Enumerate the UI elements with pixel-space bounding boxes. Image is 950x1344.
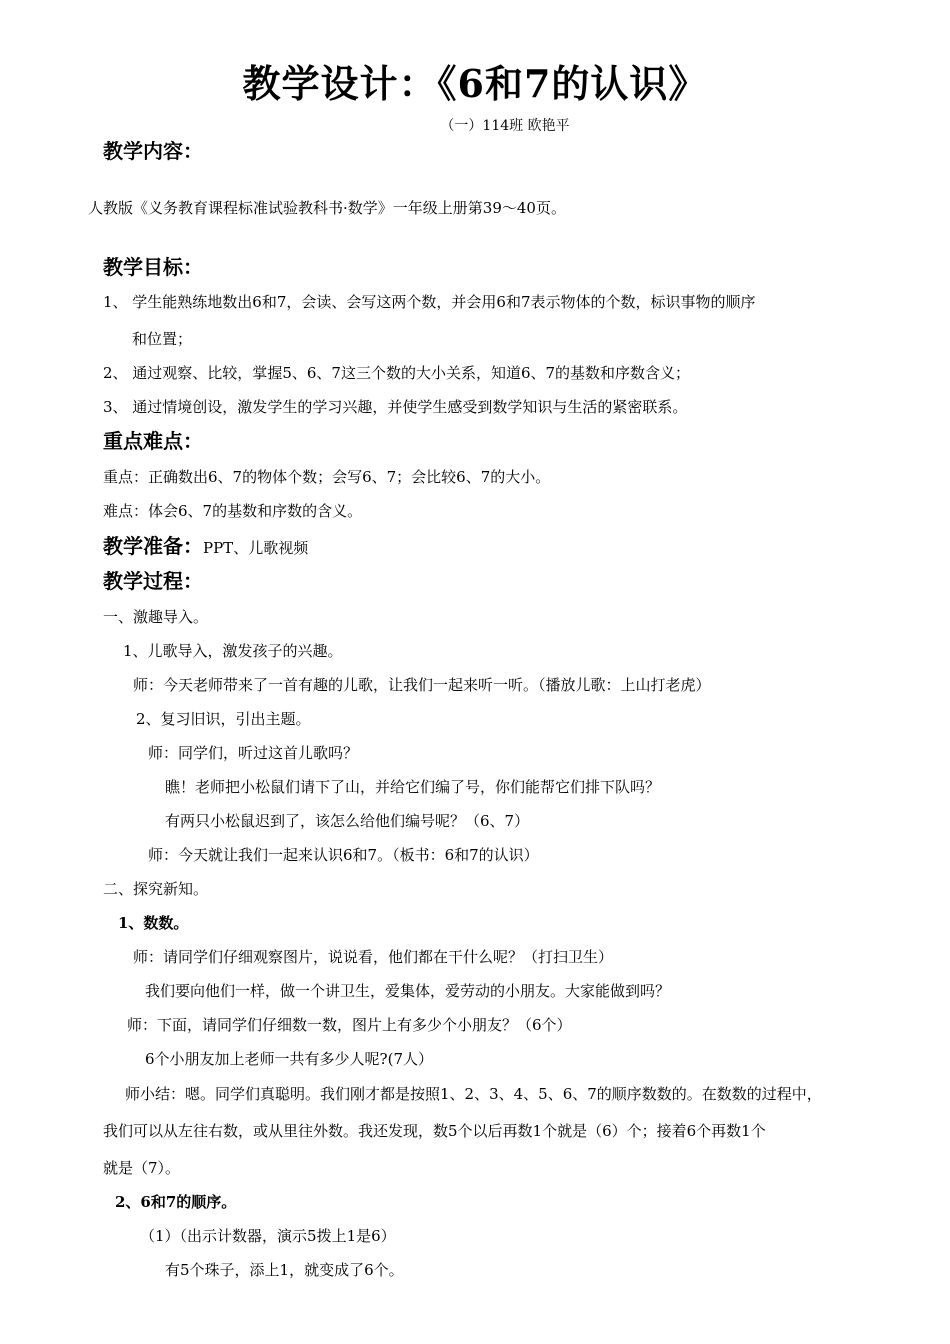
process-subheading: 1、数数。 (118, 914, 189, 932)
process-line: 师：今天老师带来了一首有趣的儿歌，让我们一起来听一听。（播放儿歌：上山打老虎） (133, 676, 711, 694)
author-line: （一）114班 欧艳平 (440, 118, 570, 134)
page-title: 教学设计：《6和7的认识》 (242, 61, 708, 106)
process-line: 二、探究新知。 (103, 880, 209, 898)
goal-item: 1、 学生能熟练地数出6和7，会读、会写这两个数，并会用6和7表示物体的个数，标识事物的顺序 (103, 293, 756, 311)
goals-heading: 教学目标： (103, 255, 203, 279)
content-text: 人教版《义务教育课程标准试验教科书·数学》一年级上册第39～40页。 (88, 199, 566, 217)
process-line: 瞧！老师把小松鼠们请下了山，并给它们编了号，你们能帮它们排下队吗？ (165, 778, 661, 796)
process-line: 就是（7）。 (103, 1159, 181, 1177)
goal-item-continued: 和位置； (132, 330, 193, 348)
content-heading: 教学内容： (103, 139, 203, 163)
prep-heading: 教学准备： (103, 534, 203, 558)
prep-text: PPT、儿歌视频 (203, 539, 309, 557)
process-line: 师：同学们，听过这首儿歌吗？ (148, 744, 359, 762)
process-line: 我们可以从左往右数，或从里往外数。我还发现，数5个以后再数1个就是（6）个；接着6个再数1个 (103, 1122, 766, 1140)
goal-item: 2、 通过观察、比较，掌握5、6、7这三个数的大小关系，知道6、7的基数和序数含义； (103, 364, 691, 382)
process-line: 师：请同学们仔细观察图片，说说看，他们都在干什么呢？（打扫卫生） (133, 948, 614, 966)
process-line: 2、复习旧识，引出主题。 (136, 710, 311, 728)
prep-line (103, 533, 308, 561)
key-points-heading: 重点难点： (103, 429, 203, 453)
process-line: 1、儿歌导入，激发孩子的兴趣。 (123, 642, 343, 660)
goal-item: 3、 通过情境创设，激发学生的学习兴趣，并使学生感受到数学知识与生活的紧密联系。 (103, 398, 688, 416)
process-line: 我们要向他们一样，做一个讲卫生，爱集体，爱劳动的小朋友。大家能做到吗？ (145, 982, 671, 1000)
process-line: 师：今天就让我们一起来认识6和7。（板书：6和7的认识） (148, 846, 539, 864)
process-line: （1）（出示计数器，演示5拨上1是6） (140, 1227, 396, 1245)
process-line: 师：下面，请同学们仔细数一数，图片上有多少个小朋友？（6个） (127, 1016, 572, 1034)
process-line: 师小结：嗯。同学们真聪明。我们刚才都是按照1、2、3、4、5、6、7的顺序数数的。在数数的过程中， (125, 1085, 822, 1103)
key-point: 重点：正确数出6、7的物体个数；会写6、7；会比较6、7的大小。 (103, 468, 551, 486)
process-heading: 教学过程： (103, 569, 203, 593)
difficult-point: 难点：体会6、7的基数和序数的含义。 (103, 502, 363, 520)
process-line: 6个小朋友加上老师一共有多少人呢?(7人） (145, 1050, 433, 1068)
process-line: 有5个珠子，添上1，就变成了6个。 (165, 1261, 404, 1279)
process-line: 有两只小松鼠迟到了，该怎么给他们编号呢？（6、7） (165, 812, 530, 830)
process-line: 一、激趣导入。 (103, 608, 209, 626)
process-subheading: 2、6和7的顺序。 (115, 1193, 237, 1211)
